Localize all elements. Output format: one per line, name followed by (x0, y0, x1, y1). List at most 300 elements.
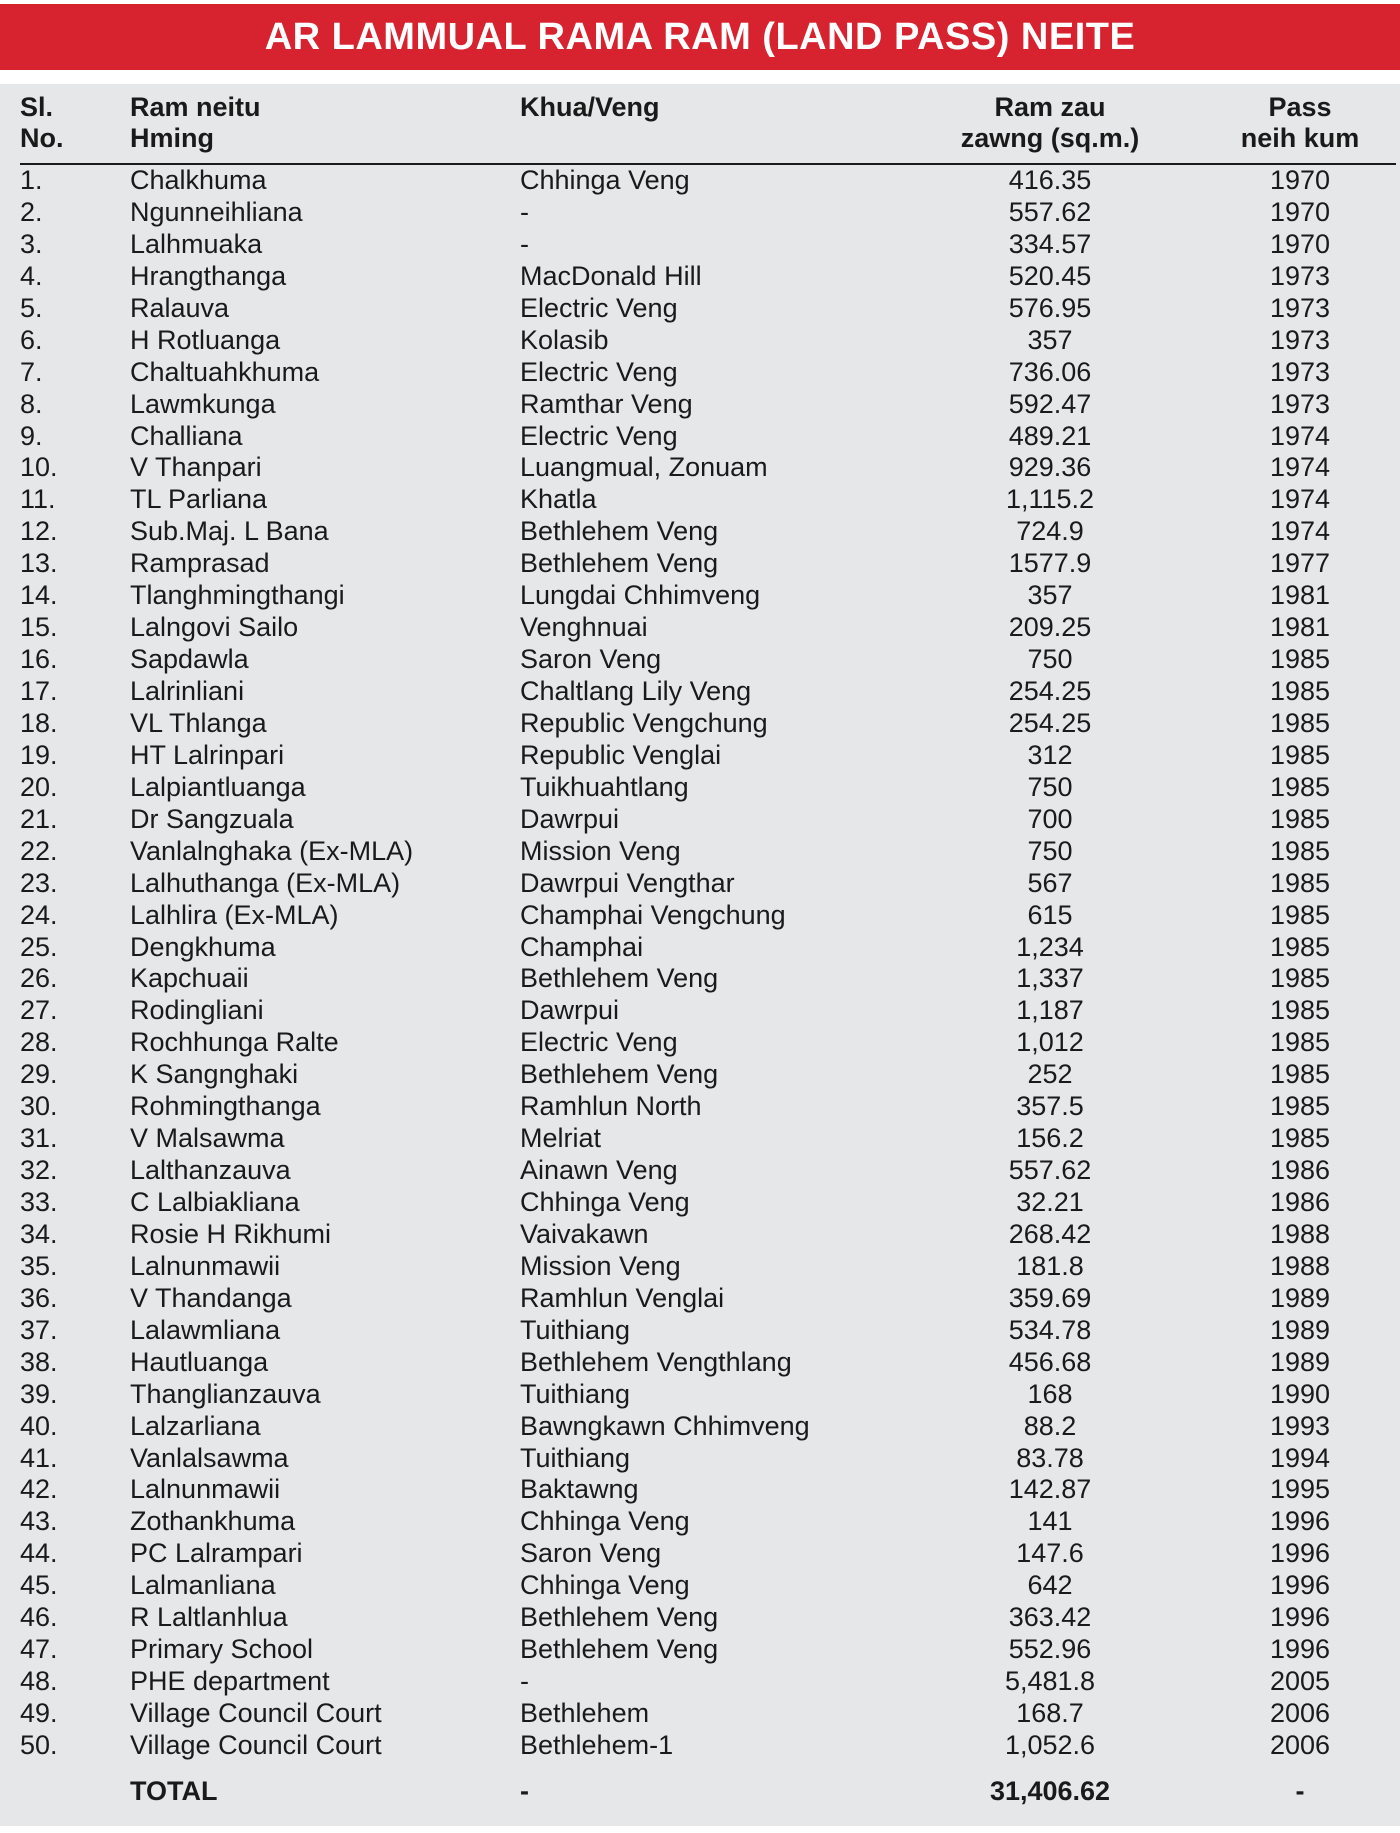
cell-area: 750 (1027, 644, 1073, 675)
table-row (0, 868, 1400, 900)
table-row (0, 452, 1400, 484)
table-row (0, 1347, 1400, 1379)
header-year: Pass neih kum (1240, 92, 1360, 153)
cell-name: HT Lalrinpari (130, 739, 285, 770)
cell-area: 357 (1027, 580, 1073, 611)
cell-name: K Sangnghaki (130, 1059, 299, 1090)
table-row (0, 995, 1400, 1027)
cell-name: PHE department (130, 1666, 330, 1697)
table-row (0, 1443, 1400, 1475)
cell-year: 1985 (1269, 931, 1331, 962)
cell-year: 1974 (1269, 420, 1331, 451)
cell-name: V Thanpari (130, 452, 262, 483)
cell-sl-no: 42. (20, 1474, 58, 1505)
cell-location: Ramhlun North (520, 1091, 702, 1122)
cell-location: Bawngkawn Chhimveng (520, 1410, 810, 1441)
cell-area: 1,234 (1016, 931, 1084, 962)
table-row (0, 421, 1400, 453)
table-row (0, 1283, 1400, 1315)
cell-sl-no: 13. (20, 548, 58, 579)
cell-name: Rosie H Rikhumi (130, 1218, 332, 1249)
table-row (0, 357, 1400, 389)
cell-year: 1985 (1269, 867, 1331, 898)
cell-location: Dawrpui Vengthar (520, 867, 735, 898)
cell-area: 252 (1027, 1059, 1073, 1090)
cell-name: Ngunneihliana (130, 196, 303, 227)
cell-year: 2006 (1269, 1698, 1331, 1728)
total-area: 31,406.62 (989, 1776, 1111, 1806)
cell-area: 1,012 (1016, 1027, 1084, 1058)
cell-year: 2005 (1269, 1666, 1331, 1697)
cell-year: 1994 (1269, 1442, 1331, 1473)
cell-year: 1973 (1269, 356, 1331, 387)
table-row (0, 644, 1400, 676)
cell-sl-no: 26. (20, 963, 58, 994)
cell-name: Ralauva (130, 292, 230, 323)
cell-name: Ramprasad (130, 548, 270, 579)
cell-area: 576.95 (1008, 292, 1092, 323)
cell-name: Lalmanliana (130, 1570, 276, 1601)
cell-name: Village Council Court (130, 1698, 382, 1728)
cell-sl-no: 7. (20, 356, 43, 387)
table-body (0, 165, 1400, 1762)
cell-location: Dawrpui (520, 995, 620, 1026)
cell-year: 1996 (1269, 1506, 1331, 1537)
table-row (0, 1187, 1400, 1219)
cell-location: Republic Vengchung (520, 707, 768, 738)
cell-area: 615 (1027, 899, 1073, 930)
table-row (0, 772, 1400, 804)
table-row (0, 1251, 1400, 1283)
cell-year: 1985 (1269, 963, 1331, 994)
cell-year: 1996 (1269, 1570, 1331, 1601)
cell-sl-no: 31. (20, 1123, 58, 1154)
cell-area: 142.87 (1008, 1474, 1092, 1505)
cell-area: 254.25 (1008, 676, 1092, 706)
cell-sl-no: 44. (20, 1538, 58, 1569)
land-pass-table (0, 84, 1400, 1826)
cell-location: Bethlehem-1 (520, 1729, 674, 1760)
cell-sl-no: 27. (20, 995, 58, 1026)
total-year: - (1295, 1776, 1305, 1806)
cell-location: Chhinga Veng (520, 1570, 690, 1601)
cell-sl-no: 39. (20, 1378, 58, 1409)
table-row (0, 389, 1400, 421)
cell-location: Chhinga Veng (520, 1187, 690, 1217)
cell-sl-no: 33. (20, 1187, 58, 1217)
cell-year: 1986 (1269, 1187, 1331, 1217)
cell-sl-no: 36. (20, 1282, 58, 1313)
cell-sl-no: 49. (20, 1698, 58, 1728)
cell-location: Bethlehem Veng (520, 548, 719, 579)
cell-location: Ramthar Veng (520, 388, 693, 419)
cell-year: 1996 (1269, 1602, 1331, 1633)
cell-area: 254.25 (1008, 707, 1092, 738)
total-label: TOTAL (130, 1776, 218, 1806)
cell-name: Hautluanga (130, 1346, 269, 1377)
table-row (0, 612, 1400, 644)
cell-name: Village Council Court (130, 1729, 382, 1760)
cell-year: 1981 (1269, 580, 1331, 611)
cell-year: 1970 (1269, 228, 1331, 259)
cell-year: 1988 (1269, 1218, 1331, 1249)
cell-name: Lalzarliana (130, 1410, 261, 1441)
cell-location: Melriat (520, 1123, 602, 1154)
cell-year: 1985 (1269, 835, 1331, 866)
cell-location: Khatla (520, 484, 597, 515)
table-row (0, 932, 1400, 964)
table-row (0, 963, 1400, 995)
cell-location: Bethlehem (520, 1698, 650, 1728)
cell-sl-no: 3. (20, 228, 43, 259)
cell-name: Lalpiantluanga (130, 771, 306, 802)
cell-name: V Thandanga (130, 1282, 292, 1313)
cell-location: - (520, 196, 529, 227)
cell-sl-no: 9. (20, 420, 43, 451)
cell-area: 359.69 (1008, 1282, 1092, 1313)
table-row (0, 293, 1400, 325)
cell-name: Lalawmliana (130, 1314, 281, 1345)
cell-location: Kolasib (520, 324, 609, 355)
cell-area: 181.8 (1016, 1250, 1084, 1281)
cell-sl-no: 21. (20, 803, 58, 834)
cell-location: - (520, 228, 529, 259)
cell-year: 1989 (1269, 1346, 1331, 1377)
cell-location: Bethlehem Veng (520, 1602, 719, 1633)
cell-sl-no: 8. (20, 388, 43, 419)
cell-sl-no: 28. (20, 1027, 58, 1058)
table-row (0, 1091, 1400, 1123)
cell-sl-no: 37. (20, 1314, 58, 1345)
title-banner (0, 4, 1400, 70)
table-row (0, 484, 1400, 516)
cell-location: Electric Veng (520, 1027, 678, 1058)
cell-area: 312 (1027, 739, 1073, 770)
cell-location: Chhinga Veng (520, 1506, 690, 1537)
cell-sl-no: 29. (20, 1059, 58, 1090)
cell-location: Bethlehem Veng (520, 516, 719, 547)
table-row (0, 1570, 1400, 1602)
table-row (0, 804, 1400, 836)
cell-year: 1989 (1269, 1282, 1331, 1313)
cell-year: 1973 (1269, 388, 1331, 419)
cell-sl-no: 15. (20, 612, 58, 643)
cell-name: Vanlalnghaka (Ex-MLA) (130, 835, 414, 866)
cell-sl-no: 47. (20, 1634, 58, 1665)
cell-area: 557.62 (1008, 196, 1092, 227)
cell-location: Mission Veng (520, 835, 681, 866)
table-row (0, 1219, 1400, 1251)
cell-name: Lalnunmawii (130, 1250, 281, 1281)
cell-area: 88.2 (1023, 1410, 1077, 1441)
table-row (0, 1730, 1400, 1762)
cell-sl-no: 24. (20, 899, 58, 930)
table-row (0, 1411, 1400, 1443)
cell-year: 1985 (1269, 995, 1331, 1026)
cell-year: 1985 (1269, 1027, 1331, 1058)
cell-year: 1996 (1269, 1634, 1331, 1665)
cell-name: Sapdawla (130, 644, 249, 675)
header-sl-no: Sl. No. (20, 92, 64, 153)
cell-location: Ainawn Veng (520, 1155, 678, 1186)
cell-area: 416.35 (1008, 165, 1092, 195)
cell-sl-no: 5. (20, 292, 43, 323)
cell-location: Bethlehem Veng (520, 963, 719, 994)
table-row (0, 1059, 1400, 1091)
table-row (0, 1506, 1400, 1538)
cell-year: 1996 (1269, 1538, 1331, 1569)
cell-sl-no: 32. (20, 1155, 58, 1186)
cell-name: Hrangthanga (130, 260, 287, 291)
cell-location: Electric Veng (520, 356, 678, 387)
cell-year: 1993 (1269, 1410, 1331, 1441)
cell-location: Bethlehem Veng (520, 1634, 719, 1665)
cell-location: - (520, 1666, 529, 1697)
cell-area: 1,187 (1016, 995, 1084, 1026)
total-row (0, 1773, 1400, 1809)
table-row (0, 836, 1400, 868)
cell-location: Baktawng (520, 1474, 639, 1505)
cell-location: Bethlehem Veng (520, 1059, 719, 1090)
cell-year: 1985 (1269, 676, 1331, 706)
cell-sl-no: 6. (20, 324, 43, 355)
table-row (0, 708, 1400, 740)
table-row (0, 1666, 1400, 1698)
cell-area: 5,481.8 (1004, 1666, 1096, 1697)
cell-year: 1970 (1269, 196, 1331, 227)
table-row (0, 1315, 1400, 1347)
cell-area: 456.68 (1008, 1346, 1092, 1377)
cell-name: Lalhuthanga (Ex-MLA) (130, 867, 401, 898)
cell-name: Challiana (130, 420, 243, 451)
cell-name: V Malsawma (130, 1123, 285, 1154)
cell-name: Lalthanzauva (130, 1155, 291, 1186)
cell-sl-no: 45. (20, 1570, 58, 1601)
cell-area: 168 (1027, 1378, 1073, 1409)
cell-year: 1989 (1269, 1314, 1331, 1345)
cell-location: Tuithiang (520, 1442, 631, 1473)
cell-area: 736.06 (1008, 356, 1092, 387)
cell-sl-no: 18. (20, 707, 58, 738)
cell-name: Rohmingthanga (130, 1091, 321, 1122)
cell-location: Tuikhuahtlang (520, 771, 689, 802)
cell-year: 1988 (1269, 1250, 1331, 1281)
cell-sl-no: 43. (20, 1506, 58, 1537)
cell-year: 1985 (1269, 1059, 1331, 1090)
cell-name: Lalhlira (Ex-MLA) (130, 899, 339, 930)
cell-year: 1985 (1269, 1123, 1331, 1154)
cell-area: 750 (1027, 771, 1073, 802)
cell-area: 209.25 (1008, 612, 1092, 643)
cell-year: 1973 (1269, 260, 1331, 291)
cell-area: 489.21 (1008, 420, 1092, 451)
cell-name: C Lalbiakliana (130, 1187, 300, 1217)
cell-year: 1973 (1269, 292, 1331, 323)
cell-year: 1985 (1269, 1091, 1331, 1122)
table-row (0, 1474, 1400, 1506)
cell-name: Lalhmuaka (130, 228, 263, 259)
cell-year: 1974 (1269, 484, 1331, 515)
cell-sl-no: 20. (20, 771, 58, 802)
cell-sl-no: 38. (20, 1346, 58, 1377)
table-row (0, 676, 1400, 708)
cell-location: Bethlehem Vengthlang (520, 1346, 792, 1377)
cell-name: Lalnunmawii (130, 1474, 281, 1505)
cell-location: Tuithiang (520, 1314, 631, 1345)
cell-year: 1985 (1269, 739, 1331, 770)
table-row (0, 1698, 1400, 1730)
cell-location: Electric Veng (520, 420, 678, 451)
cell-area: 357 (1027, 324, 1073, 355)
cell-sl-no: 4. (20, 260, 43, 291)
cell-sl-no: 40. (20, 1410, 58, 1441)
cell-area: 1,115.2 (1005, 484, 1095, 515)
table-row (0, 516, 1400, 548)
cell-name: Lalngovi Sailo (130, 612, 299, 643)
cell-year: 1970 (1269, 165, 1331, 195)
cell-sl-no: 2. (20, 196, 43, 227)
cell-name: Lalrinliani (130, 676, 245, 706)
cell-area: 363.42 (1008, 1602, 1092, 1633)
cell-sl-no: 41. (20, 1442, 58, 1473)
cell-year: 1974 (1269, 516, 1331, 547)
cell-name: Dengkhuma (130, 931, 276, 962)
cell-year: 1985 (1269, 644, 1331, 675)
cell-area: 1,052.6 (1004, 1729, 1096, 1760)
cell-sl-no: 35. (20, 1250, 58, 1281)
cell-area: 147.6 (1016, 1538, 1084, 1569)
cell-sl-no: 11. (20, 484, 56, 515)
cell-name: Chaltuahkhuma (130, 356, 320, 387)
cell-name: Lawmkunga (130, 388, 276, 419)
table-row (0, 1155, 1400, 1187)
cell-year: 1985 (1269, 899, 1331, 930)
cell-location: Champhai Vengchung (520, 899, 786, 930)
cell-area: 929.36 (1008, 452, 1092, 483)
cell-location: Mission Veng (520, 1250, 681, 1281)
cell-area: 357.5 (1016, 1091, 1084, 1122)
cell-name: Dr Sangzuala (130, 803, 294, 834)
cell-name: Vanlalsawma (130, 1442, 289, 1473)
table-row (0, 1379, 1400, 1411)
cell-area: 168.7 (1016, 1698, 1084, 1728)
cell-name: R Laltlanhlua (130, 1602, 288, 1633)
header-area: Ram zau zawng (sq.m.) (960, 92, 1140, 153)
table-row (0, 740, 1400, 772)
table-header (0, 84, 1400, 160)
table-row (0, 548, 1400, 580)
cell-year: 1985 (1269, 707, 1331, 738)
cell-area: 32.21 (1016, 1187, 1084, 1217)
cell-area: 750 (1027, 835, 1073, 866)
cell-location: Electric Veng (520, 292, 678, 323)
cell-name: Rodingliani (130, 995, 264, 1026)
cell-location: Republic Venglai (520, 739, 722, 770)
cell-location: Saron Veng (520, 644, 662, 675)
cell-year: 1990 (1269, 1378, 1331, 1409)
cell-year: 1973 (1269, 324, 1331, 355)
cell-sl-no: 22. (20, 835, 58, 866)
table-row (0, 900, 1400, 932)
cell-year: 1974 (1269, 452, 1331, 483)
cell-sl-no: 48. (20, 1666, 58, 1697)
cell-area: 520.45 (1008, 260, 1092, 291)
cell-name: H Rotluanga (130, 324, 281, 355)
cell-name: TL Parliana (130, 484, 268, 515)
cell-name: Zothankhuma (130, 1506, 296, 1537)
cell-sl-no: 46. (20, 1602, 58, 1633)
cell-location: Chaltlang Lily Veng (520, 676, 752, 706)
page-title: AR LAMMUAL RAMA RAM (LAND PASS) NEITE (264, 15, 1136, 58)
cell-sl-no: 23. (20, 867, 58, 898)
table-row (0, 1027, 1400, 1059)
cell-sl-no: 14. (20, 580, 58, 611)
cell-area: 1,337 (1016, 963, 1084, 994)
table-row (0, 1602, 1400, 1634)
cell-location: Tuithiang (520, 1378, 631, 1409)
cell-area: 534.78 (1008, 1314, 1092, 1345)
cell-sl-no: 25. (20, 931, 58, 962)
cell-sl-no: 50. (20, 1729, 58, 1760)
cell-area: 642 (1027, 1570, 1073, 1601)
cell-sl-no: 17. (20, 676, 58, 706)
table-row (0, 229, 1400, 261)
cell-name: Rochhunga Ralte (130, 1027, 339, 1058)
cell-area: 1577.9 (1008, 548, 1092, 579)
cell-sl-no: 34. (20, 1218, 58, 1249)
cell-year: 1995 (1269, 1474, 1331, 1505)
header-location: Khua/Veng (520, 92, 660, 122)
cell-name: PC Lalrampari (130, 1538, 303, 1569)
cell-name: Sub.Maj. L Bana (130, 516, 329, 547)
cell-area: 552.96 (1008, 1634, 1092, 1665)
cell-location: MacDonald Hill (520, 260, 702, 291)
total-location: - (520, 1776, 529, 1806)
cell-name: Chalkhuma (130, 165, 267, 195)
cell-area: 567 (1027, 867, 1073, 898)
cell-area: 592.47 (1008, 388, 1092, 419)
cell-sl-no: 12. (20, 516, 58, 547)
cell-area: 700 (1027, 803, 1073, 834)
cell-year: 1985 (1269, 803, 1331, 834)
cell-sl-no: 16. (20, 644, 58, 675)
cell-area: 268.42 (1008, 1218, 1092, 1249)
cell-name: VL Thlanga (130, 707, 267, 738)
cell-area: 334.57 (1008, 228, 1092, 259)
cell-location: Champhai (520, 931, 644, 962)
table-row (0, 325, 1400, 357)
cell-area: 724.9 (1016, 516, 1084, 547)
cell-year: 1986 (1269, 1155, 1331, 1186)
cell-location: Luangmual, Zonuam (520, 452, 768, 483)
cell-location: Chhinga Veng (520, 165, 690, 195)
cell-name: Primary School (130, 1634, 314, 1665)
cell-year: 1977 (1269, 548, 1331, 579)
cell-location: Ramhlun Venglai (520, 1282, 725, 1313)
table-row (0, 1634, 1400, 1666)
cell-area: 557.62 (1008, 1155, 1092, 1186)
cell-name: Kapchuaii (130, 963, 249, 994)
cell-area: 141 (1027, 1506, 1073, 1537)
cell-location: Lungdai Chhimveng (520, 580, 761, 611)
cell-sl-no: 10. (20, 452, 58, 483)
cell-sl-no: 19. (20, 739, 58, 770)
cell-location: Venghnuai (520, 612, 648, 643)
cell-area: 156.2 (1016, 1123, 1084, 1154)
cell-location: Vaivakawn (520, 1218, 649, 1249)
cell-area: 83.78 (1016, 1442, 1084, 1473)
cell-year: 2006 (1269, 1729, 1331, 1760)
